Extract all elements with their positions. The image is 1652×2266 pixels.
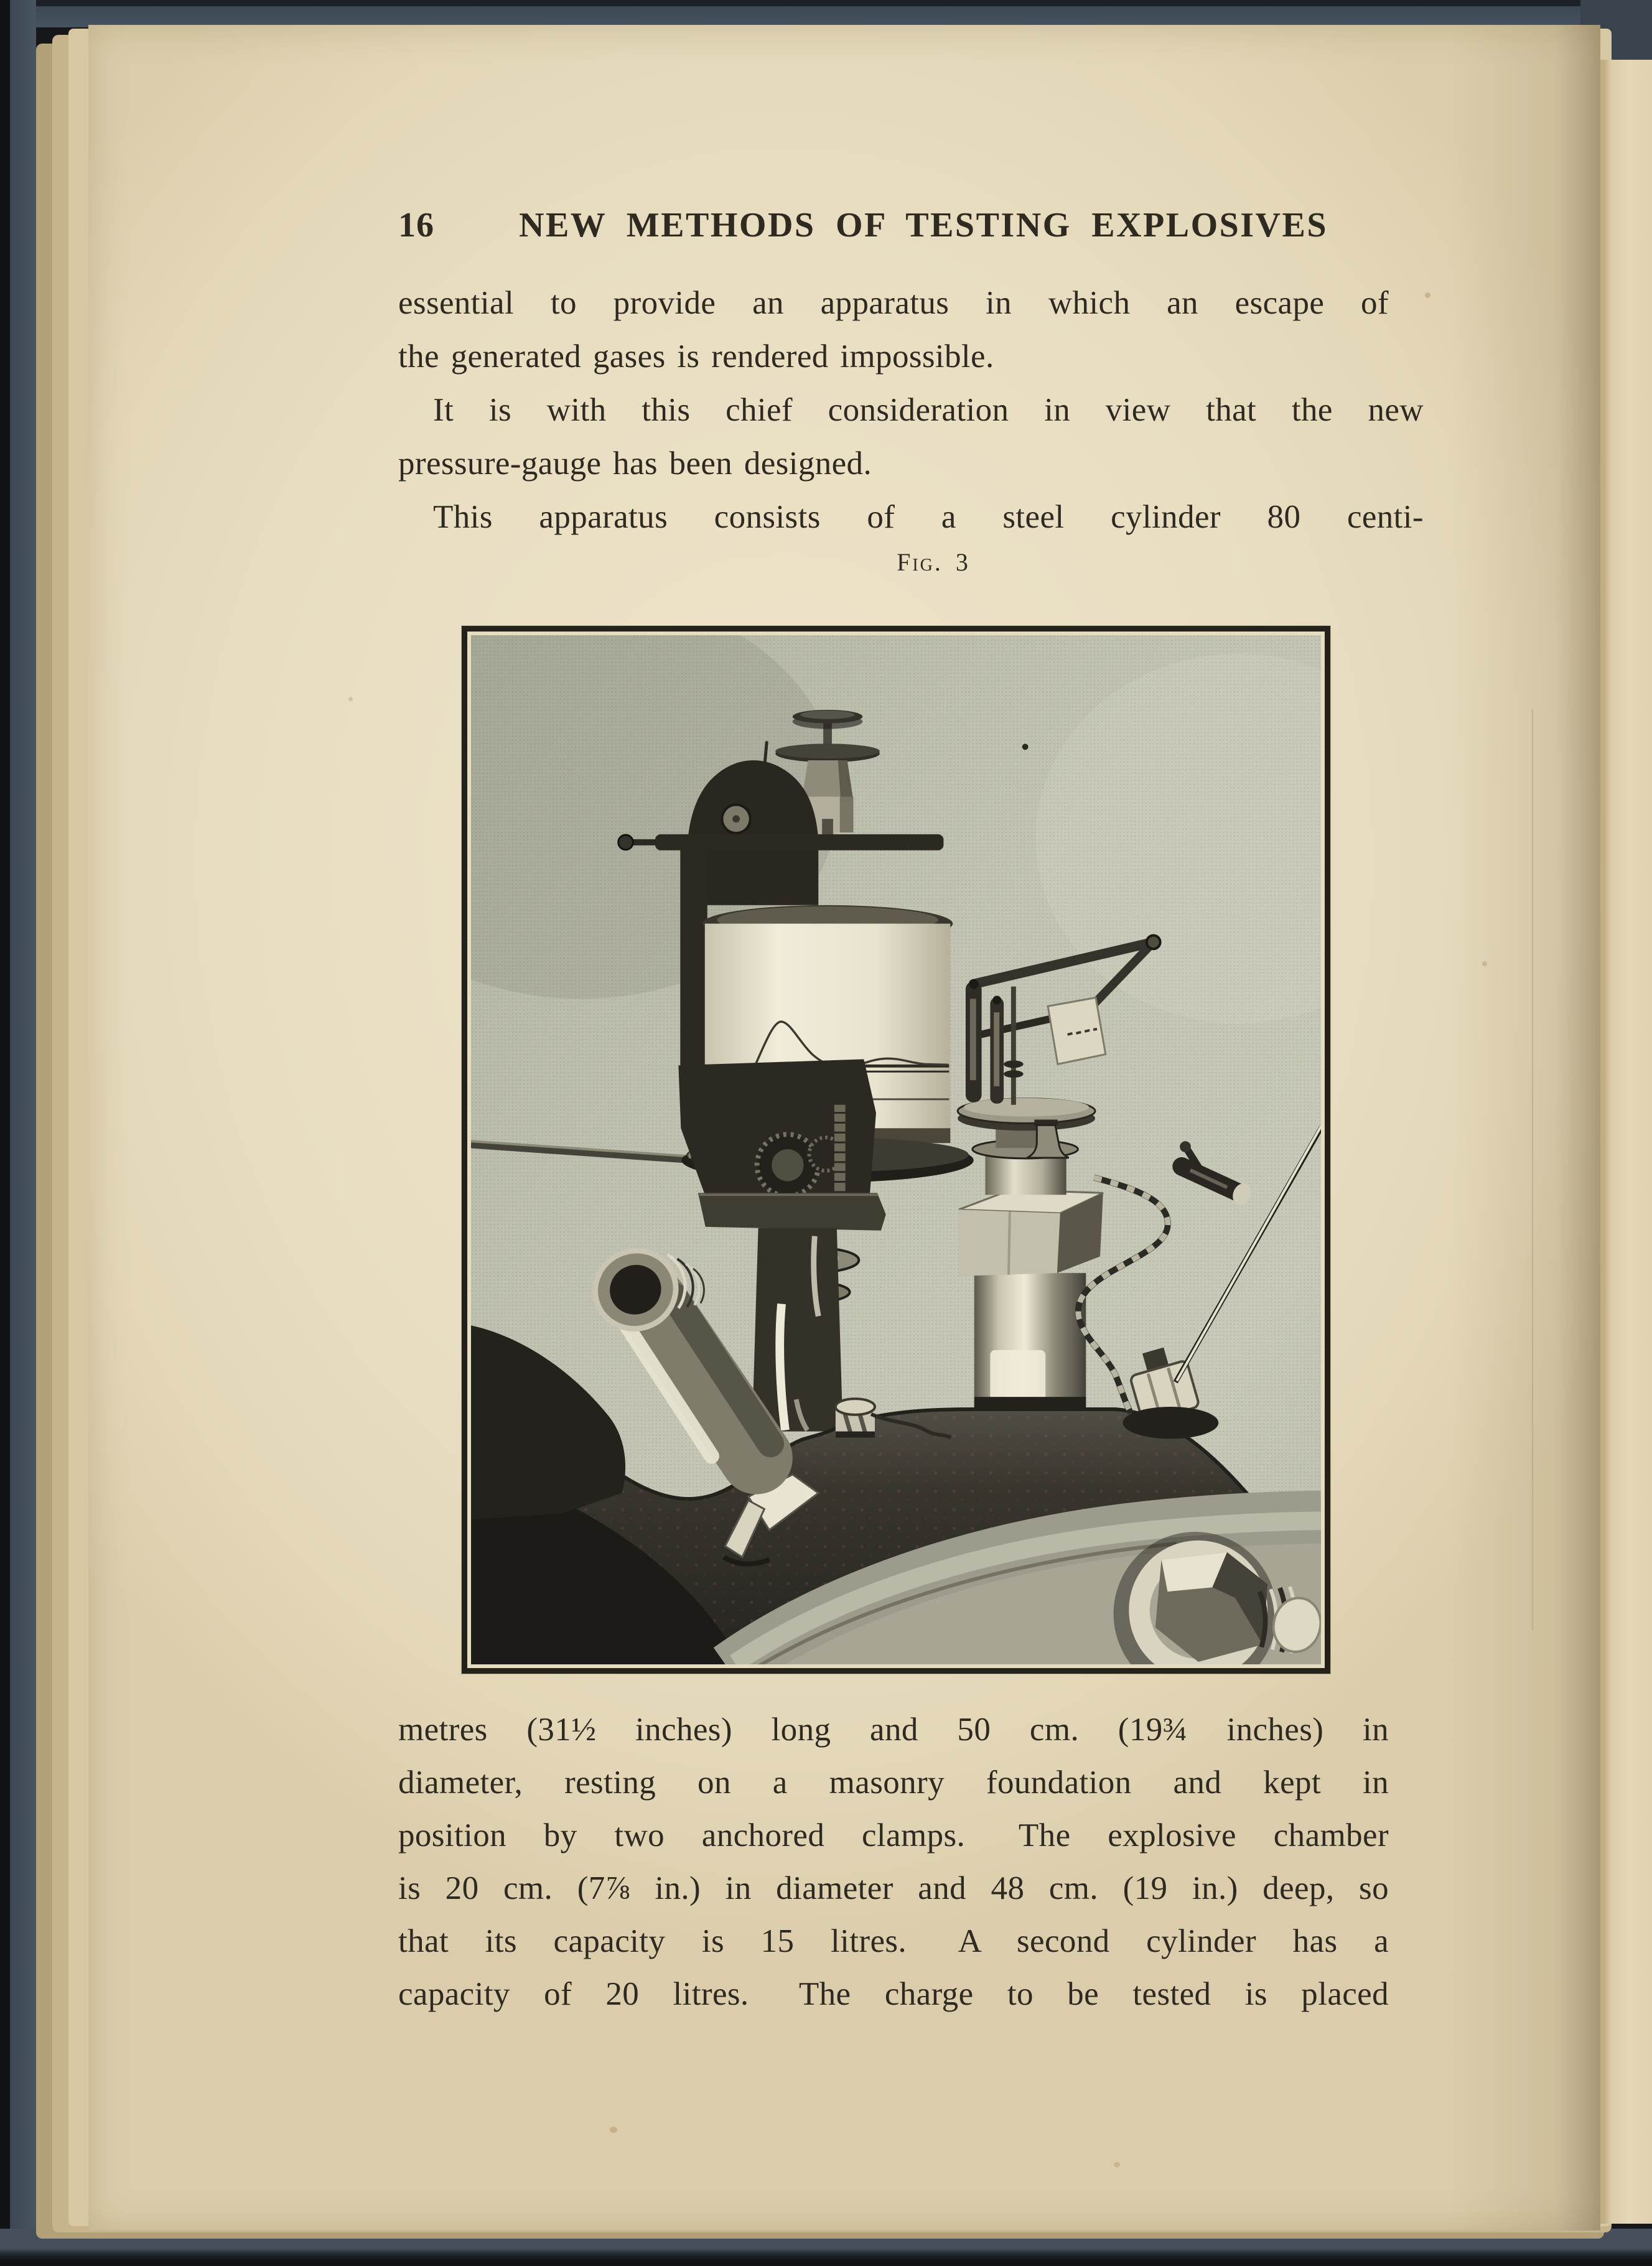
body-line: metres (31½ inches) long and 50 cm. (19¾ inches) in <box>398 1712 1389 1748</box>
body-line: capacity of 20 litres. The charge to be tested is placed <box>398 1976 1389 2012</box>
body-line: essential to provide an apparatus in which an escape of <box>398 285 1389 321</box>
gauge-hex-nut <box>959 1190 1103 1276</box>
running-header: NEW METHODS OF TESTING EXPLOSIVES <box>519 206 1328 245</box>
page-header <box>398 205 1389 249</box>
body-line: that its capacity is 15 litres. A second cylinder has a <box>398 1923 1389 1959</box>
body-line: diameter, resting on a masonry foundation and kept in <box>398 1765 1389 1801</box>
foxing-speck <box>1114 2162 1120 2167</box>
figure-frame <box>462 626 1330 1674</box>
body-line: This apparatus consists of a steel cylinder 80 centi- <box>433 499 1424 535</box>
figure-caption: Fig. 3 <box>897 548 970 576</box>
body-line: pressure-gauge has been designed. <box>398 445 872 482</box>
book-cover-top <box>0 0 1652 27</box>
body-line: the generated gases is rendered impossible. <box>398 338 994 375</box>
book-cover-spine-edge <box>0 0 36 2266</box>
gear-shelf <box>698 1193 886 1230</box>
foxing-speck <box>1425 292 1430 298</box>
frame-post <box>680 849 707 1076</box>
foxing-speck <box>610 2127 617 2133</box>
frame-top-bar <box>655 834 944 851</box>
body-line: It is with this chief consideration in view that the new <box>433 392 1424 428</box>
scan-scratch <box>1532 709 1533 1630</box>
dust-fleck <box>1022 744 1029 750</box>
foxing-speck <box>1482 961 1487 966</box>
threaded-spindle <box>834 1105 846 1191</box>
page-number: 16 <box>398 206 434 245</box>
figure-photograph <box>471 635 1321 1664</box>
scale-plate <box>1048 997 1106 1064</box>
facing-page-strip <box>1600 60 1652 2224</box>
port-cap <box>836 1399 875 1437</box>
body-line: position by two anchored clamps. The explosive chamber <box>398 1817 1389 1853</box>
foxing-speck <box>348 697 353 701</box>
gutter-shadow <box>1450 25 1600 2231</box>
support-column <box>752 1228 843 1432</box>
bar-end-ball <box>618 835 633 850</box>
body-line: is 20 cm. (7⅞ in.) in diameter and 48 cm. (19 in.) deep, so <box>398 1870 1389 1906</box>
